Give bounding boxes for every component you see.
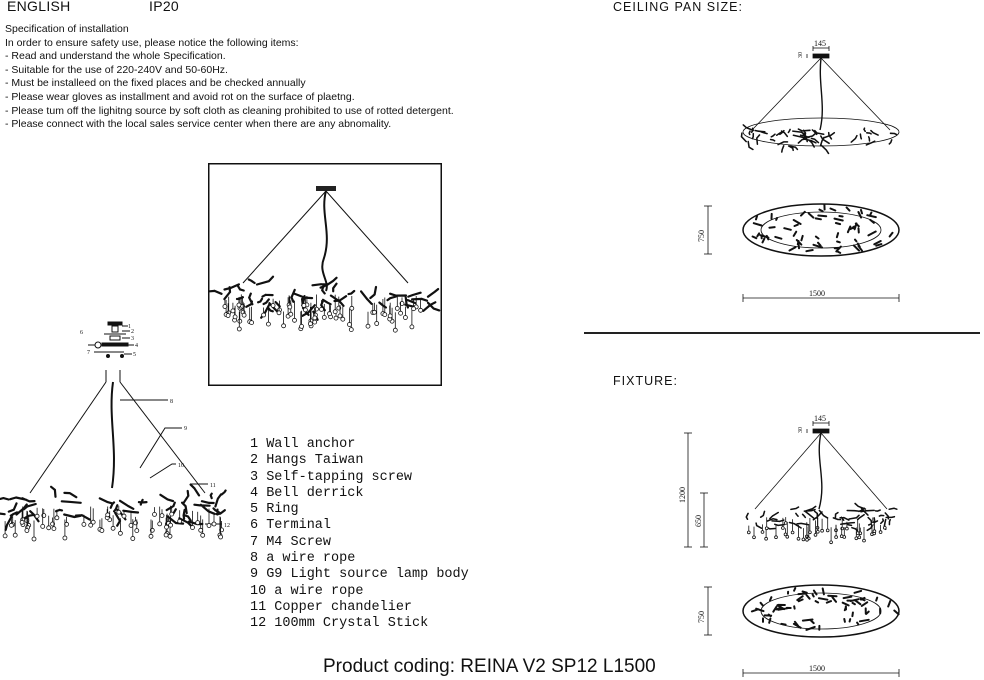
crystal-drop — [212, 522, 216, 526]
crystal-drop — [223, 305, 227, 309]
crystal-drop — [122, 514, 126, 518]
crystal-drop — [9, 523, 13, 527]
crystal-drop — [41, 524, 45, 528]
crystal-drop — [333, 310, 337, 314]
spec-item: - Suitable for the use of 220-240V and 50-60Hz. — [5, 63, 228, 76]
callout-2: 2 — [131, 329, 134, 335]
crystal-drop — [131, 537, 135, 541]
ip-rating: IP20 — [149, 0, 179, 14]
crystal-drop — [100, 529, 104, 533]
crystal-drop — [196, 521, 200, 525]
crystal-drop — [873, 530, 876, 533]
callout-10: 10 — [178, 463, 184, 469]
product-coding: Product coding: REINA V2 SP12 L1500 — [323, 656, 656, 677]
crystal-drop — [334, 316, 338, 320]
callout-4: 4 — [135, 343, 138, 349]
chandelier-branches — [0, 485, 226, 541]
crystal-drop — [747, 531, 750, 534]
ceiling-pan-drawing — [690, 40, 920, 305]
crystal-drop — [242, 313, 246, 317]
branch-strokes — [742, 125, 897, 153]
part-item: 12 100mm Crystal Stick — [250, 616, 429, 632]
crystal-drop — [165, 525, 169, 529]
crystal-drop — [32, 537, 36, 541]
section-divider — [584, 332, 980, 334]
crystal-drop — [207, 524, 211, 528]
crystal-drop — [164, 533, 168, 537]
dim-canopy-height: 30 — [798, 52, 804, 58]
crystal-drop — [89, 523, 93, 527]
crystal-drop — [289, 312, 293, 316]
part-item: 1 Wall anchor — [250, 437, 356, 452]
crystal-drop — [129, 523, 133, 527]
crystal-drop — [399, 311, 403, 315]
crystal-drop — [266, 322, 270, 326]
part-item: 2 Hangs Taiwan — [250, 453, 364, 469]
part-item: 10 a wire rope — [250, 583, 364, 599]
spec-item: - Read and understand the whole Specification. — [5, 50, 226, 63]
crystal-drop — [846, 527, 849, 530]
dim-canopy-height: 30 — [798, 427, 804, 433]
part-item: 11 Copper chandelier — [250, 599, 413, 615]
crystal-drop — [320, 307, 324, 311]
callout-1: 1 — [128, 324, 131, 330]
crystal-drop — [153, 512, 157, 516]
crystal-drop — [782, 527, 785, 530]
crystal-drop — [303, 308, 307, 312]
callout-11: 11 — [210, 483, 216, 489]
crystal-drop — [791, 531, 794, 534]
spec-title: Specification of installation — [5, 23, 129, 35]
crystal-drop — [111, 526, 115, 530]
crystal-drop — [47, 526, 51, 530]
crystal-drop — [170, 512, 174, 516]
crystal-drop — [25, 529, 29, 533]
chandelier-branches — [746, 504, 897, 544]
dim-body-height: 650 — [694, 515, 703, 527]
part-item: 4 Bell derrick — [250, 485, 364, 501]
spec-item: - Please connect with the local sales service center when there are any abnomality. — [5, 118, 392, 131]
crystal-drop — [293, 318, 297, 322]
crystal-drop — [82, 522, 86, 526]
chandelier-plan-branches — [752, 588, 899, 630]
crystal-drop — [348, 323, 352, 327]
crystal-drop — [765, 527, 768, 530]
crystal-drop — [412, 307, 416, 311]
crystal-drop — [761, 531, 764, 534]
crystal-drop — [149, 534, 153, 538]
exploded-diagram — [0, 318, 240, 558]
crystal-drop — [403, 316, 407, 320]
callout-3: 3 — [131, 336, 134, 342]
callout-6: 6 — [80, 330, 83, 336]
parts-list — [250, 437, 469, 633]
crystal-drop — [135, 529, 139, 533]
crystal-drop — [313, 316, 317, 320]
callout-12: 12 — [224, 523, 230, 529]
crystal-drop — [199, 528, 203, 532]
crystal-drop — [372, 310, 376, 314]
crystal-drop — [308, 322, 312, 326]
crystal-drop — [302, 304, 306, 308]
callout-5: 5 — [133, 352, 136, 358]
crystal-drop — [63, 536, 67, 540]
crystal-drop — [322, 315, 326, 319]
dim-canopy-width: 145 — [814, 414, 826, 423]
part-item: 7 M4 Screw — [250, 534, 332, 550]
dim-depth: 750 — [697, 611, 706, 623]
part-item: 5 Ring — [250, 502, 299, 518]
crystal-drop — [262, 313, 266, 317]
crystal-drop — [419, 308, 423, 312]
crystal-drop — [835, 536, 838, 539]
crystal-drop — [328, 312, 332, 316]
crystal-drop — [841, 527, 844, 530]
part-item: 6 Terminal — [250, 518, 332, 534]
crystal-drop — [300, 324, 304, 328]
language-label: ENGLISH — [7, 0, 71, 14]
spec-item: - Please tum off the lighitng source by soft cloth as cleaning prohibited to use of rotted detergent. — [5, 104, 454, 117]
part-item: 9 G9 Light source lamp body — [250, 567, 469, 583]
crystal-drop — [338, 314, 342, 318]
crystal-drop — [237, 303, 241, 307]
crystal-drop — [784, 522, 787, 525]
callout-7: 7 — [87, 350, 90, 356]
crystal-drop — [20, 520, 24, 524]
crystal-drop — [106, 513, 110, 517]
crystal-drop — [55, 516, 59, 520]
fixture-title: FIXTURE: — [613, 374, 678, 388]
ceiling-pan-title: CEILING PAN SIZE: — [613, 0, 743, 14]
chandelier-plan-branches — [753, 205, 893, 253]
crystal-drop — [169, 523, 173, 527]
plan-branch-strokes — [753, 205, 893, 253]
crystal-drop — [797, 537, 800, 540]
crystal-drop — [178, 519, 182, 523]
spec-item: - Must be installeed on the fixed places and be checked annually — [5, 77, 306, 90]
crystal-drop — [219, 535, 223, 539]
crystal-drop — [775, 536, 778, 539]
crystal-drop — [191, 526, 195, 530]
crystal-drop — [117, 510, 121, 514]
crystal-drop — [843, 536, 846, 539]
plan-branch-strokes — [752, 588, 899, 630]
crystal-drop — [814, 534, 817, 537]
dim-canopy-width: 145 — [814, 39, 826, 48]
crystal-drop — [350, 306, 354, 310]
crystal-drop — [52, 527, 56, 531]
crystal-drop — [802, 538, 805, 541]
product-photo — [208, 163, 442, 386]
specification-block — [5, 23, 454, 132]
crystal-drop — [288, 305, 292, 309]
crystal-drop — [250, 321, 254, 325]
dim-depth: 750 — [697, 230, 706, 242]
crystal-drop — [826, 529, 829, 532]
crystal-drop — [821, 529, 824, 532]
crystal-drop — [313, 320, 317, 324]
crystal-drop — [118, 531, 122, 535]
chandelier-branches — [742, 125, 897, 153]
crystal-drop — [231, 309, 235, 313]
crystal-drop — [410, 325, 414, 329]
crystal-drop — [806, 538, 809, 541]
dim-width: 1500 — [809, 289, 825, 298]
crystal-drop — [375, 322, 379, 326]
part-item: 3 Self-tapping screw — [250, 469, 413, 485]
crystal-drop — [753, 536, 756, 539]
crystal-drop — [855, 537, 858, 540]
crystal-drop — [201, 533, 205, 537]
crystal-drop — [765, 537, 768, 540]
crystal-drop — [349, 328, 353, 332]
spec-intro: In order to ensure safety use, please notice the following items: — [5, 36, 299, 49]
crystal-drop — [277, 311, 281, 315]
crystal-drop — [271, 304, 275, 308]
crystal-drop — [883, 526, 886, 529]
fixture-drawing — [680, 415, 920, 677]
crystal-drop — [383, 313, 387, 317]
crystal-drop — [158, 522, 162, 526]
crystal-drop — [226, 314, 230, 318]
dim-width: 1500 — [809, 664, 825, 673]
crystal-drop — [168, 534, 172, 538]
crystal-drop — [366, 324, 370, 328]
dim-total-height: 1200 — [678, 487, 687, 503]
crystal-drop — [3, 534, 7, 538]
crystal-drop — [863, 539, 866, 542]
crystal-drop — [395, 306, 399, 310]
crystal-drop — [830, 541, 833, 544]
crystal-drop — [393, 328, 397, 332]
callout-9: 9 — [184, 426, 187, 432]
callout-8: 8 — [170, 399, 173, 405]
crystal-drop — [858, 536, 861, 539]
crystal-drop — [879, 531, 882, 534]
crystal-drop — [388, 314, 392, 318]
crystal-drop — [13, 533, 17, 537]
crystal-drop — [160, 514, 164, 518]
part-item: 8 a wire rope — [250, 551, 356, 567]
crystal-drop — [282, 324, 286, 328]
crystal-drop — [816, 530, 819, 533]
crystal-drop — [871, 522, 874, 525]
crystal-drop — [35, 514, 39, 518]
spec-item: - Please wear gloves as installment and avoid rot on the surface of plaetng. — [5, 90, 355, 103]
crystal-drop — [786, 535, 789, 538]
